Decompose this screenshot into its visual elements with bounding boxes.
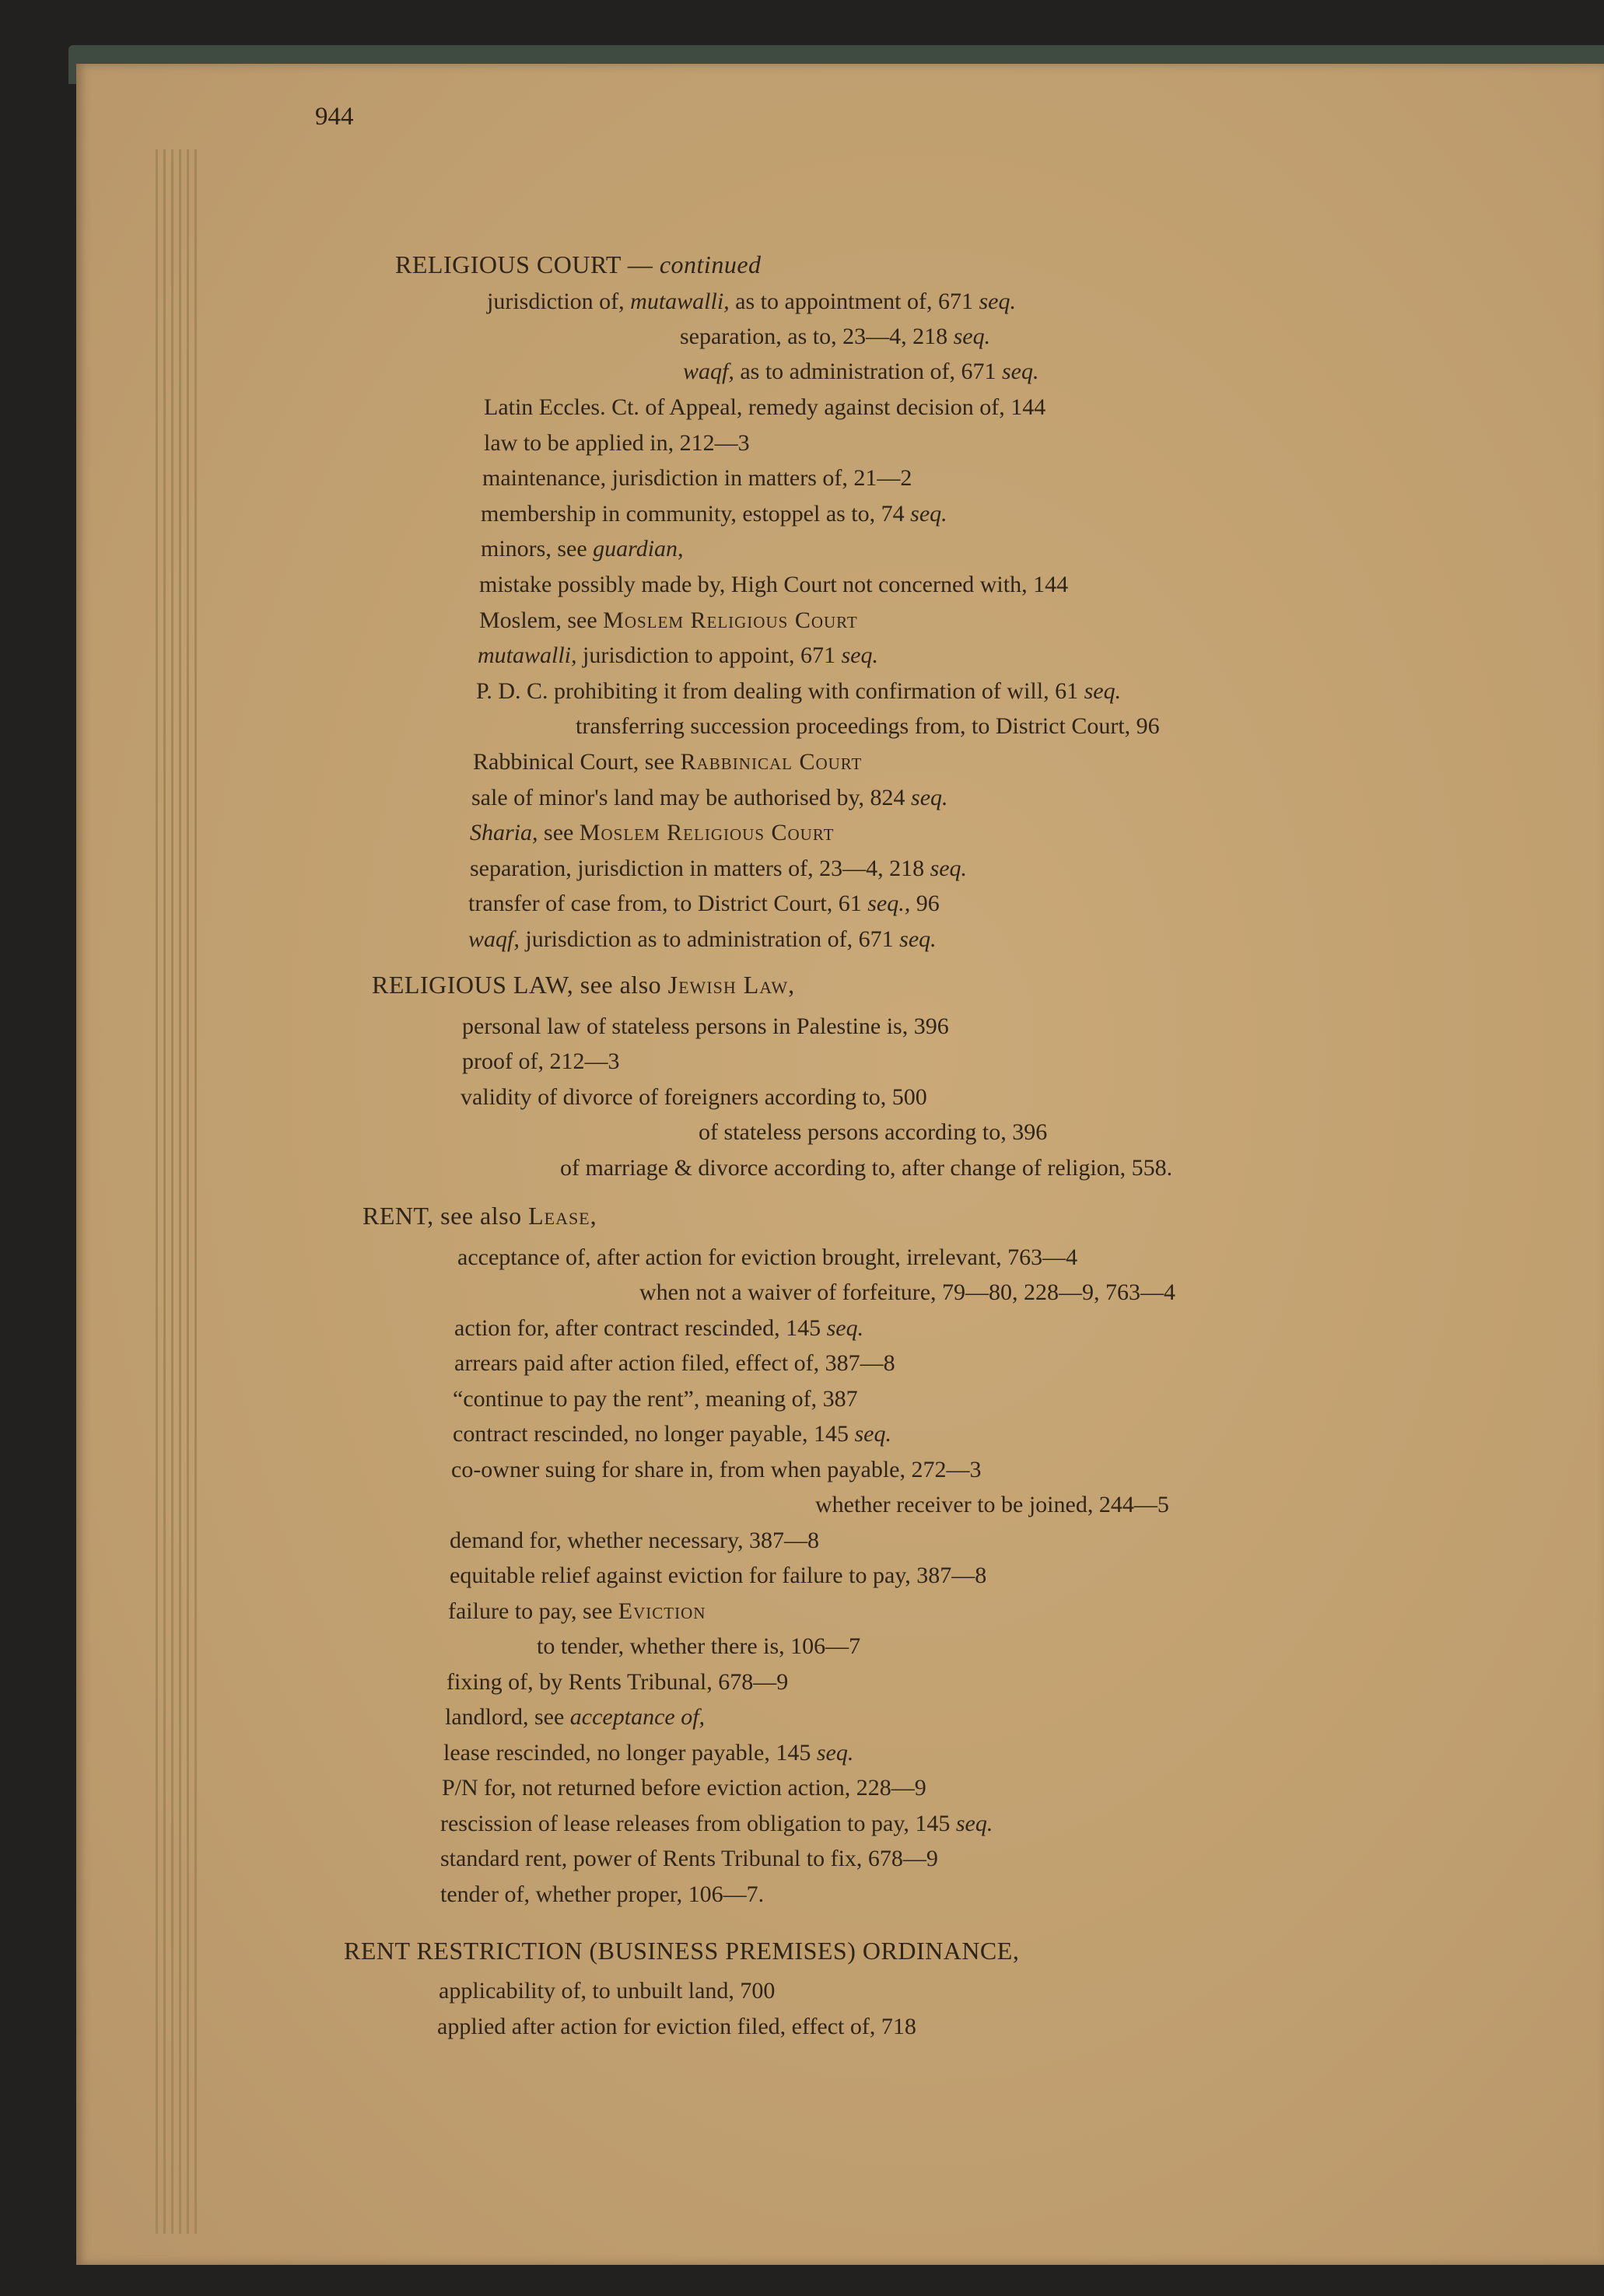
subentry-line (450, 1527, 819, 1555)
line-segment: jurisdiction as to administration of, 671 (519, 926, 900, 952)
line-segment: arrears paid after action filed, effect of, 387—8 (454, 1350, 895, 1376)
subentry-line (482, 464, 912, 492)
subentry-line (484, 394, 1045, 422)
line-segment: of stateless persons according to, 396 (699, 1119, 1048, 1145)
line-segment: proof of, 212—3 (462, 1048, 620, 1074)
line-segment: minors, see (481, 536, 594, 562)
line-segment: waqf, (468, 926, 520, 952)
subentry-line (487, 288, 1016, 316)
line-segment: jurisdiction to appoint, 671 (576, 642, 842, 668)
heading-suffix: see also (433, 1202, 529, 1230)
line-segment: standard rent, power of Rents Tribunal to fix, 678—9 (440, 1846, 938, 1871)
subentry-line (450, 1562, 986, 1590)
subentry-line (576, 712, 1160, 740)
line-segment: separation, as to, 23—4, 218 (680, 324, 954, 349)
line-segment: seq. (816, 1740, 854, 1766)
line-segment: tender of, whether proper, 106—7. (440, 1881, 765, 1907)
subentry-line (478, 642, 878, 670)
subentry-line (443, 1739, 853, 1767)
subentry-line (473, 748, 862, 776)
heading-text: RENT, (362, 1202, 434, 1230)
line-segment: seq. (911, 785, 948, 810)
subentry-line (440, 1810, 993, 1838)
line-segment: seq. (953, 324, 991, 349)
line-segment: separation, jurisdiction in matters of, 23—4, 218 (470, 856, 930, 881)
line-segment: seq. (1084, 678, 1122, 704)
subentry-line (462, 1013, 949, 1041)
line-segment: applicability of, to unbuilt land, 700 (439, 1978, 776, 2004)
subentry-line (453, 1420, 891, 1448)
line-segment: seq. (899, 926, 937, 952)
subentry-line (454, 1314, 863, 1342)
subentry-line (468, 926, 937, 954)
line-segment: rescission of lease releases from obligation to pay, 145 (440, 1811, 956, 1836)
line-segment: demand for, whether necessary, 387—8 (450, 1528, 820, 1553)
line-segment: P. D. C. prohibiting it from dealing with confirmation of will, 61 (476, 678, 1084, 704)
line-segment: transferring succession proceedings from, to District Court, 96 (576, 713, 1160, 739)
heading-text: RELIGIOUS COURT (395, 250, 622, 278)
line-segment: mistake possibly made by, High Court not concerned with, 144 (479, 572, 1069, 597)
line-segment: Moslem Religious Court (579, 820, 835, 845)
subentry-line (440, 1845, 938, 1873)
line-segment: maintenance, jurisdiction in matters of, 21—2 (482, 465, 912, 491)
line-segment: seq. (979, 289, 1016, 314)
line-segment: see (538, 820, 580, 845)
line-segment: as to administration of, 671 (734, 359, 1002, 384)
subentry-line (481, 500, 947, 528)
line-segment: transfer of case from, to District Court, 61 (468, 891, 868, 916)
line-segment: P/N for, not returned before eviction action, 228—9 (442, 1775, 926, 1801)
subentry-line (479, 607, 858, 635)
subentry-line (462, 1048, 619, 1076)
line-segment: Latin Eccles. Ct. of Appeal, remedy against decision of, 144 (484, 394, 1046, 420)
page-number: 944 (315, 103, 354, 131)
entry-heading (395, 250, 762, 278)
subentry-line (470, 819, 834, 847)
heading-note: Jewish Law, (667, 971, 796, 999)
subentry-line (453, 1385, 858, 1413)
line-segment: law to be applied in, 212—3 (484, 430, 750, 456)
line-segment: contract rescinded, no longer payable, 145 (453, 1421, 855, 1447)
subentry-line (537, 1633, 860, 1661)
subentry-line (471, 784, 948, 812)
line-segment: seq. (1001, 359, 1039, 384)
line-segment: Moslem, see (479, 607, 604, 633)
subentry-line (680, 323, 990, 351)
subentry-line (484, 429, 750, 457)
line-segment: seq. (854, 1421, 891, 1447)
line-segment: fixing of, by Rents Tribunal, 678—9 (447, 1669, 789, 1695)
line-segment: seq. (826, 1315, 864, 1341)
line-segment: seq. (841, 642, 878, 668)
line-segment: whether receiver to be joined, 244—5 (815, 1492, 1169, 1517)
subentry-line (461, 1083, 927, 1111)
subentry-line (815, 1491, 1169, 1519)
line-segment: “continue to pay the rent”, meaning of, 387 (453, 1386, 858, 1412)
subentry-line (440, 1881, 764, 1909)
line-segment: Moslem Religious Court (603, 607, 858, 633)
heading-text: RENT RESTRICTION (BUSINESS PREMISES) ORDINANCE, (344, 1937, 1020, 1965)
subentry-line (439, 1977, 775, 2005)
line-segment: failure to pay, see (448, 1598, 618, 1624)
line-segment: acceptance of, (569, 1704, 706, 1730)
line-segment: applied after action for eviction filed, effect of, 718 (437, 2014, 916, 2039)
subentry-line (476, 677, 1121, 705)
line-segment: waqf, (683, 359, 734, 384)
line-segment: seq. (930, 856, 968, 881)
subentry-line (451, 1456, 981, 1484)
subentry-line (442, 1774, 926, 1802)
line-segment: Rabbinical Court, see (473, 749, 681, 775)
entry-heading (372, 971, 795, 999)
line-segment: validity of divorce of foreigners according to, 500 (461, 1084, 927, 1110)
heading-text: RELIGIOUS LAW, (372, 971, 574, 999)
subentry-line (437, 2013, 916, 2041)
heading-note: continued (659, 250, 762, 278)
entry-heading (344, 1937, 1019, 1965)
line-segment: 96 (910, 891, 940, 916)
line-segment: seq. (910, 501, 947, 527)
heading-note: Lease, (528, 1202, 597, 1230)
subentry-line (470, 855, 967, 883)
subentry-line (699, 1118, 1047, 1146)
subentry-line (479, 571, 1068, 599)
line-segment: sale of minor's land may be authorised by, 824 (471, 785, 912, 810)
line-segment: guardian, (593, 536, 684, 562)
line-segment: equitable relief against eviction for failure to pay, 387—8 (450, 1563, 987, 1588)
line-segment: to tender, whether there is, 106—7 (537, 1633, 861, 1659)
subentry-line (481, 535, 684, 563)
line-segment: Rabbinical Court (680, 749, 863, 775)
line-segment: as to appointment of, 671 (729, 289, 979, 314)
line-segment: mutawalli, (630, 289, 730, 314)
heading-suffix: — (621, 250, 660, 278)
line-segment: landlord, see (445, 1704, 570, 1730)
line-segment: seq. (955, 1811, 993, 1836)
entry-heading (362, 1202, 597, 1230)
subentry-line (447, 1668, 788, 1696)
line-segment: action for, after contract rescinded, 145 (454, 1315, 827, 1341)
line-segment: seq., (867, 891, 911, 916)
subentry-line (468, 890, 940, 918)
subentry-line (454, 1349, 895, 1377)
subentry-line (560, 1154, 1172, 1182)
line-segment: Sharia, (470, 820, 538, 845)
line-segment: membership in community, estoppel as to, 74 (481, 501, 911, 527)
subentry-line (448, 1598, 706, 1626)
line-segment: personal law of stateless persons in Palestine is, 396 (462, 1013, 949, 1039)
line-segment: mutawalli, (478, 642, 577, 668)
line-segment: co-owner suing for share in, from when payable, 272—3 (451, 1457, 982, 1482)
line-segment: lease rescinded, no longer payable, 145 (443, 1740, 817, 1766)
subentry-line (457, 1244, 1077, 1272)
subentry-line (639, 1279, 1175, 1307)
line-segment: when not a waiver of forfeiture, 79—80, 228—9, 763—4 (639, 1279, 1176, 1305)
heading-suffix: see also (573, 971, 668, 999)
line-segment: acceptance of, after action for eviction brought, irrelevant, 763—4 (457, 1244, 1078, 1270)
subentry-line (683, 358, 1038, 386)
line-segment: of marriage & divorce according to, after change of religion, 558. (560, 1155, 1173, 1181)
line-segment: Eviction (618, 1598, 706, 1624)
line-segment: jurisdiction of, (487, 289, 631, 314)
subentry-line (445, 1703, 705, 1731)
